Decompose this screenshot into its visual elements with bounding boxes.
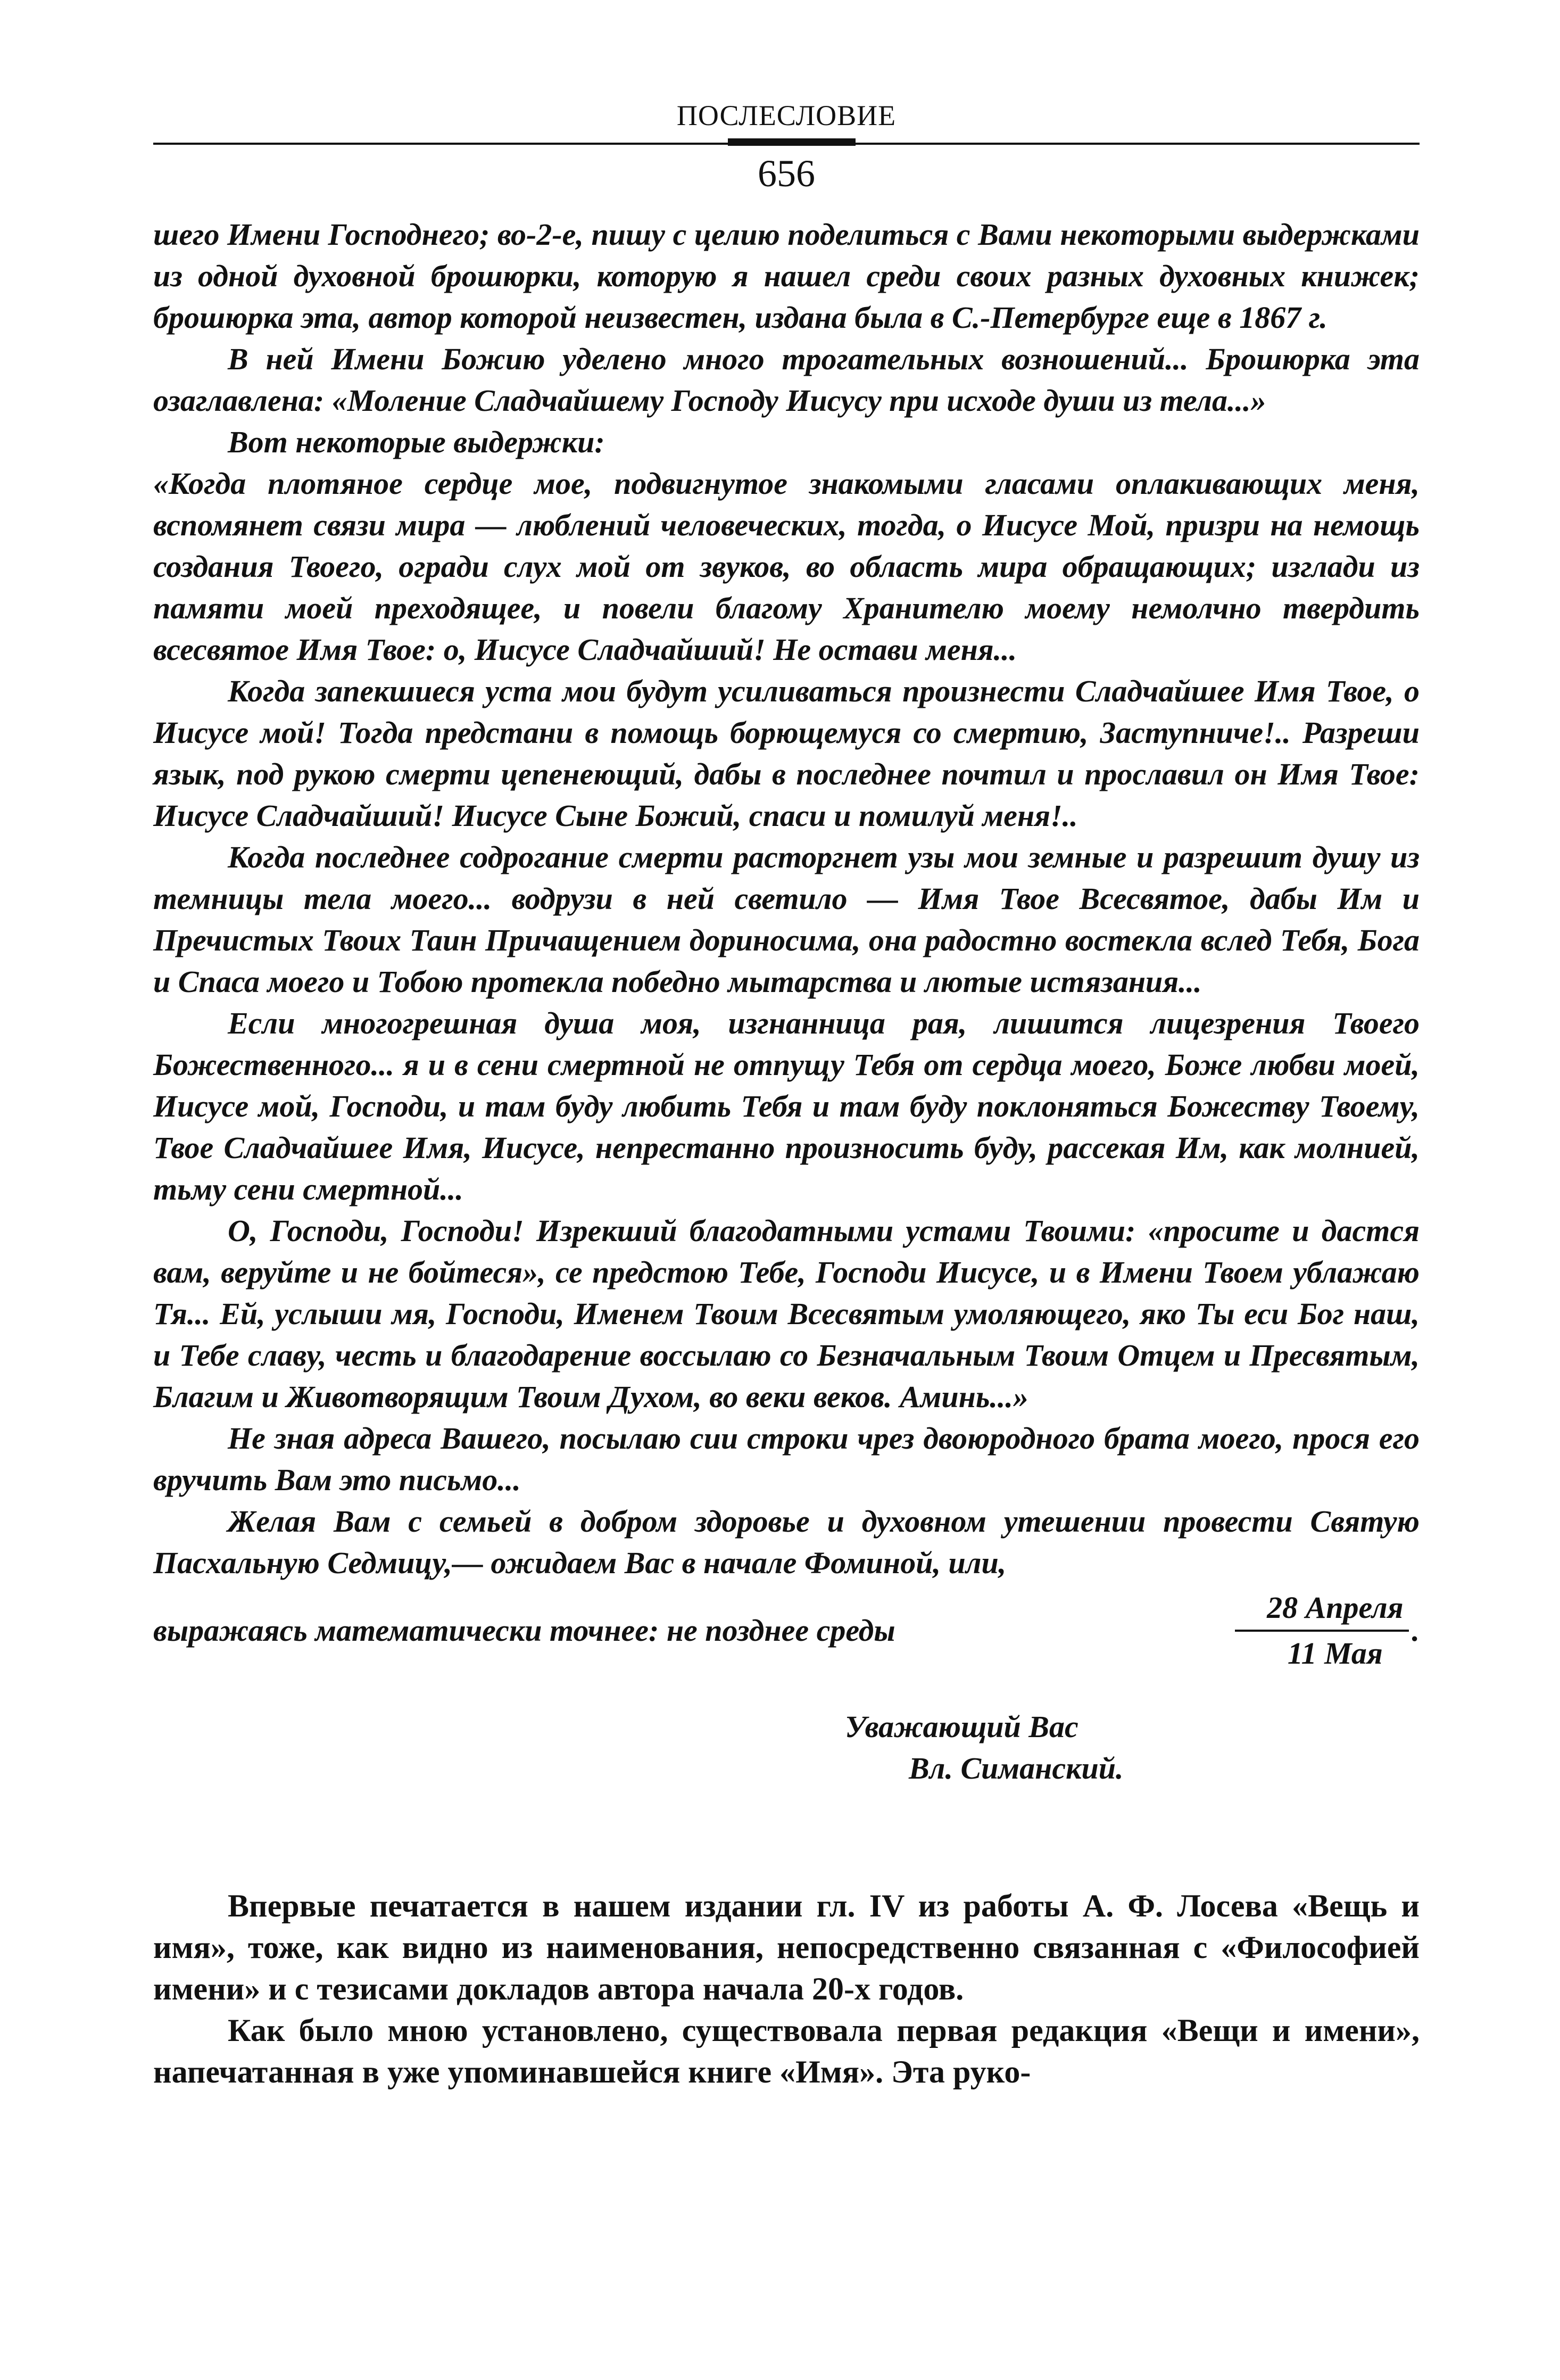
letter-paragraph: В ней Имени Божию уделено много трогательных возношений... Брошюрка эта озаглавлена: «Моление Сладчайшему Господу Иисусу при исходе души из тела...» (153, 342, 1420, 418)
letter-paragraph: О, Господи, Господи! Изрекший благодатными устами Твоими: «просите и дастся вам, веруйте и не бойтеся», се предстою Тебе, Господи Иисусе, и в Имени Твоем ублажаю Тя... Ей, услыши мя, Господи, Именем Твоим Всесвятым умоляющего, яко Ты еси Бог наш, и Тебе славу, честь и благодарение воссылаю со Безначальным Твоим Отцем и Пресвятым, Благим и Животворящим Твоим Духом, во веки веков. Аминь...» (153, 1213, 1420, 1414)
letter-paragraph: Когда последнее содрогание смерти расторгнет узы мои земные и разрешит душу из темницы тела моего... водрузи в ней светило — Имя Твое Всесвятое, дабы Им и Пречистых Твоих Таин Причащением дориносима, она радостно востекла вслед Тебя, Бога и Спаса моего и Тобою протекла победно мытарства и лютые истязания... (153, 840, 1420, 999)
date-top: 28 Апреля (1235, 1587, 1408, 1632)
afterword-paragraph: Как было мною установлено, существовала первая редакция «Вещи и имени», напечатанная в уже упоминавшейся книге «Имя». Эта руко- (153, 2013, 1420, 2089)
letter-paragraph: Не зная адреса Вашего, посылаю сии строки чрез двоюродного брата моего, прося его вручить Вам это письмо... (153, 1421, 1420, 1497)
letter-paragraph: «Когда плотяное сердце мое, подвигнутое знакомыми гласами оплакивающих меня, вспомянет связи мира — люблений человеческих, тогда, о Иисусе Мой, призри на немощь создания Твоего, огради слух мой от звуков, во область мира обращающих; изглади из памяти моей преходящее, и повели благому Хранителю моему немолчно твердить всесвятое Имя Твое: о, Иисусе Сладчайший! Не остави меня... (153, 466, 1420, 667)
header-rule (153, 137, 1420, 150)
running-title: ПОСЛЕСЛОВИЕ (676, 100, 897, 131)
signature-greeting: Уважающий Вас (845, 1709, 1078, 1744)
letter-paragraph: Вот некоторые выдержки: (228, 425, 605, 459)
date-line (153, 1587, 1420, 1674)
letter-text (153, 214, 1420, 1584)
letter-paragraph: Желая Вам с семьей в добром здоровье и духовном утешении провести Святую Пасхальную Седмицу,— ожидаем Вас в начале Фоминой, или, (153, 1504, 1420, 1580)
letter-paragraph: Если многогрешная душа моя, изгнанница рая, лишится лицезрения Твоего Божественного... я и в сени смертной не отпущу Тебя от сердца моего, Боже любви моей, Иисусе мой, Господи, и там буду любить Тебя и там буду поклоняться Божеству Твоему, Твое Сладчайшее Имя, Иисусе, непрестанно произносить буду, рассекая Им, как молнией, тьму сени смертной... (153, 1006, 1420, 1206)
page-number: 656 (758, 152, 815, 195)
closing-line: выражаясь математически точнее: не позднее среды (153, 1613, 895, 1648)
afterword-text (153, 1885, 1420, 2093)
afterword-paragraph: Впервые печатается в нашем издании гл. IV из работы А. Ф. Лосева «Вещь и имя», тоже, как видно из наименования, непосредственно связанная с «Философией имени» и с тезисами докладов автора начала 20-х годов. (153, 1888, 1420, 2006)
book-page (153, 80, 1420, 2093)
signature-name: Вл. Симанский. (909, 1751, 1124, 1786)
closing-end: . (1412, 1613, 1420, 1648)
letter-paragraph: Когда запекшиеся уста мои будут усиливаться произнести Сладчайшее Имя Твое, о Иисусе мой! Тогда предстани в помощь борющемуся со смертию, Заступниче!.. Разреши язык, под рукою смерти цепенеющий, дабы в последнее почтил и прославил он Имя Твое: Иисусе Сладчайший! Иисусе Сыне Божий, спаси и помилуй меня!.. (153, 674, 1420, 833)
date-fraction (1235, 1587, 1408, 1674)
letter-paragraph: шего Имени Господнего; во-2‑е, пишу с целию поделиться с Вами некоторыми выдержками из одной духовной брошюрки, которую я нашел среди своих разных духовных книжек; брошюрка эта, автор которой неизвестен, издана была в С.-Петербурге еще в 1867 г. (153, 217, 1420, 335)
date-bottom: 11 Мая (1287, 1636, 1383, 1671)
header-rule-tab (728, 138, 856, 146)
signature-block (845, 1706, 1420, 1789)
